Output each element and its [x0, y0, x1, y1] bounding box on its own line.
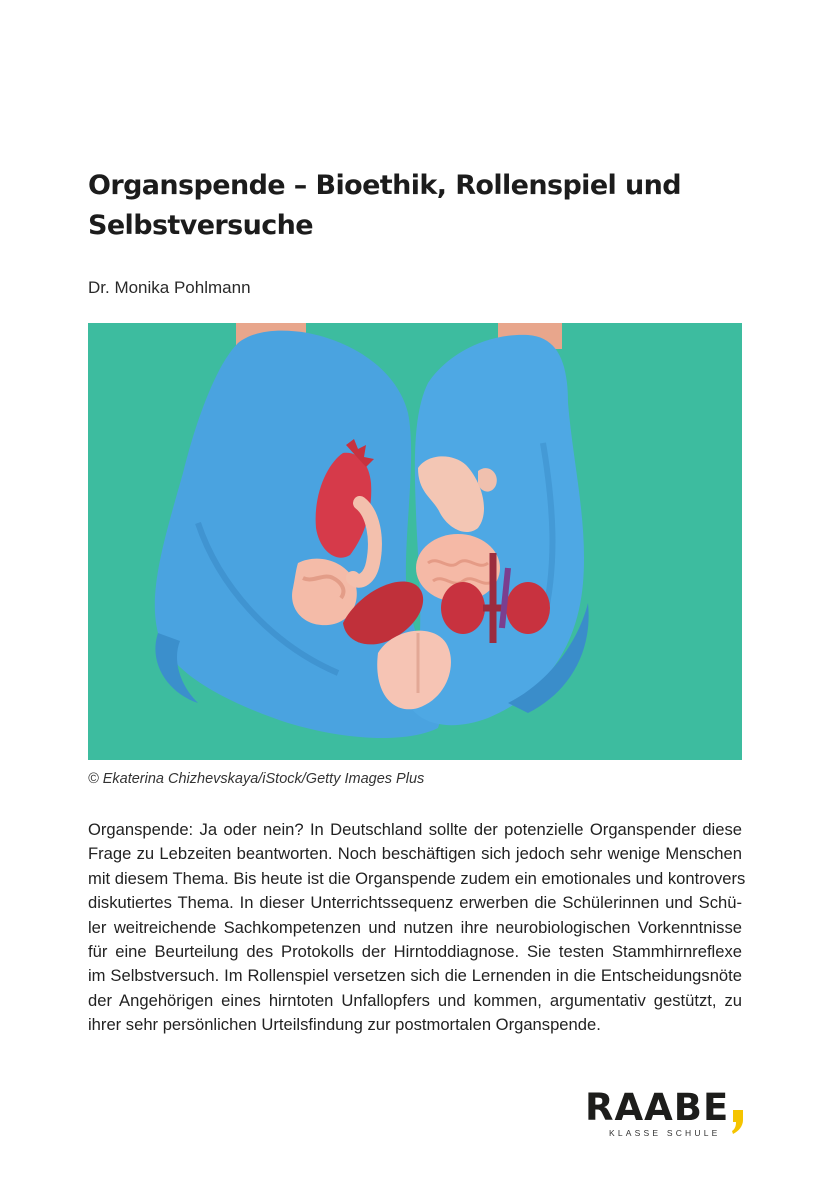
cover-photo: [88, 323, 742, 760]
body-line: ihrer sehr persönlichen Urteilsfindung zur postmortalen Organspende.: [88, 1015, 601, 1035]
abstract-paragraph: [88, 818, 746, 1038]
gloved-hands-holding-organs-image: [88, 323, 742, 760]
title-line-1: Organspende – Bioethik, Rollenspiel und: [88, 170, 681, 201]
body-line: Frage zu Lebzeiten beantworten. Noch beschäftigen sich jedoch sehr wenige Menschen: [88, 844, 742, 864]
body-line: der Angehörigen eines hirntoten Unfallopfers und kommen, argumentativ gestützt, zu: [88, 990, 742, 1010]
body-line: für eine Beurteilung des Protokolls der Hirntoddiagnose. Sie testen Stammhirnreflexe: [88, 942, 742, 962]
body-line: ler weitreichende Sachkompetenzen und nutzen ihre neurobiologischen Vorkenntnisse: [88, 917, 742, 937]
document-title: [88, 166, 748, 246]
body-line: diskutiertes Thema. In dieser Unterrichtssequenz erwerben die Schülerinnen und Schü-: [88, 893, 742, 913]
title-line-2: Selbstversuche: [88, 210, 313, 241]
author-name: Dr. Monika Pohlmann: [88, 278, 251, 297]
body-line: im Selbstversuch. Im Rollenspiel versetzen sich die Lernenden in die Entscheidungsnöte: [88, 966, 742, 986]
logo-wordmark: RAABE: [585, 1086, 730, 1129]
body-line: Organspende: Ja oder nein? In Deutschland sollte der potenzielle Organspender diese: [88, 820, 742, 839]
raabe-logo: [585, 1088, 745, 1144]
body-line: mit diesem Thema. Bis heute ist die Organspende zudem ein emotionales und kontrovers: [88, 868, 746, 888]
logo-comma-icon: [731, 1110, 743, 1134]
image-credit: © Ekaterina Chizhevskaya/iStock/Getty Images Plus: [88, 771, 425, 787]
logo-tagline: KLASSE SCHULE: [609, 1128, 721, 1138]
